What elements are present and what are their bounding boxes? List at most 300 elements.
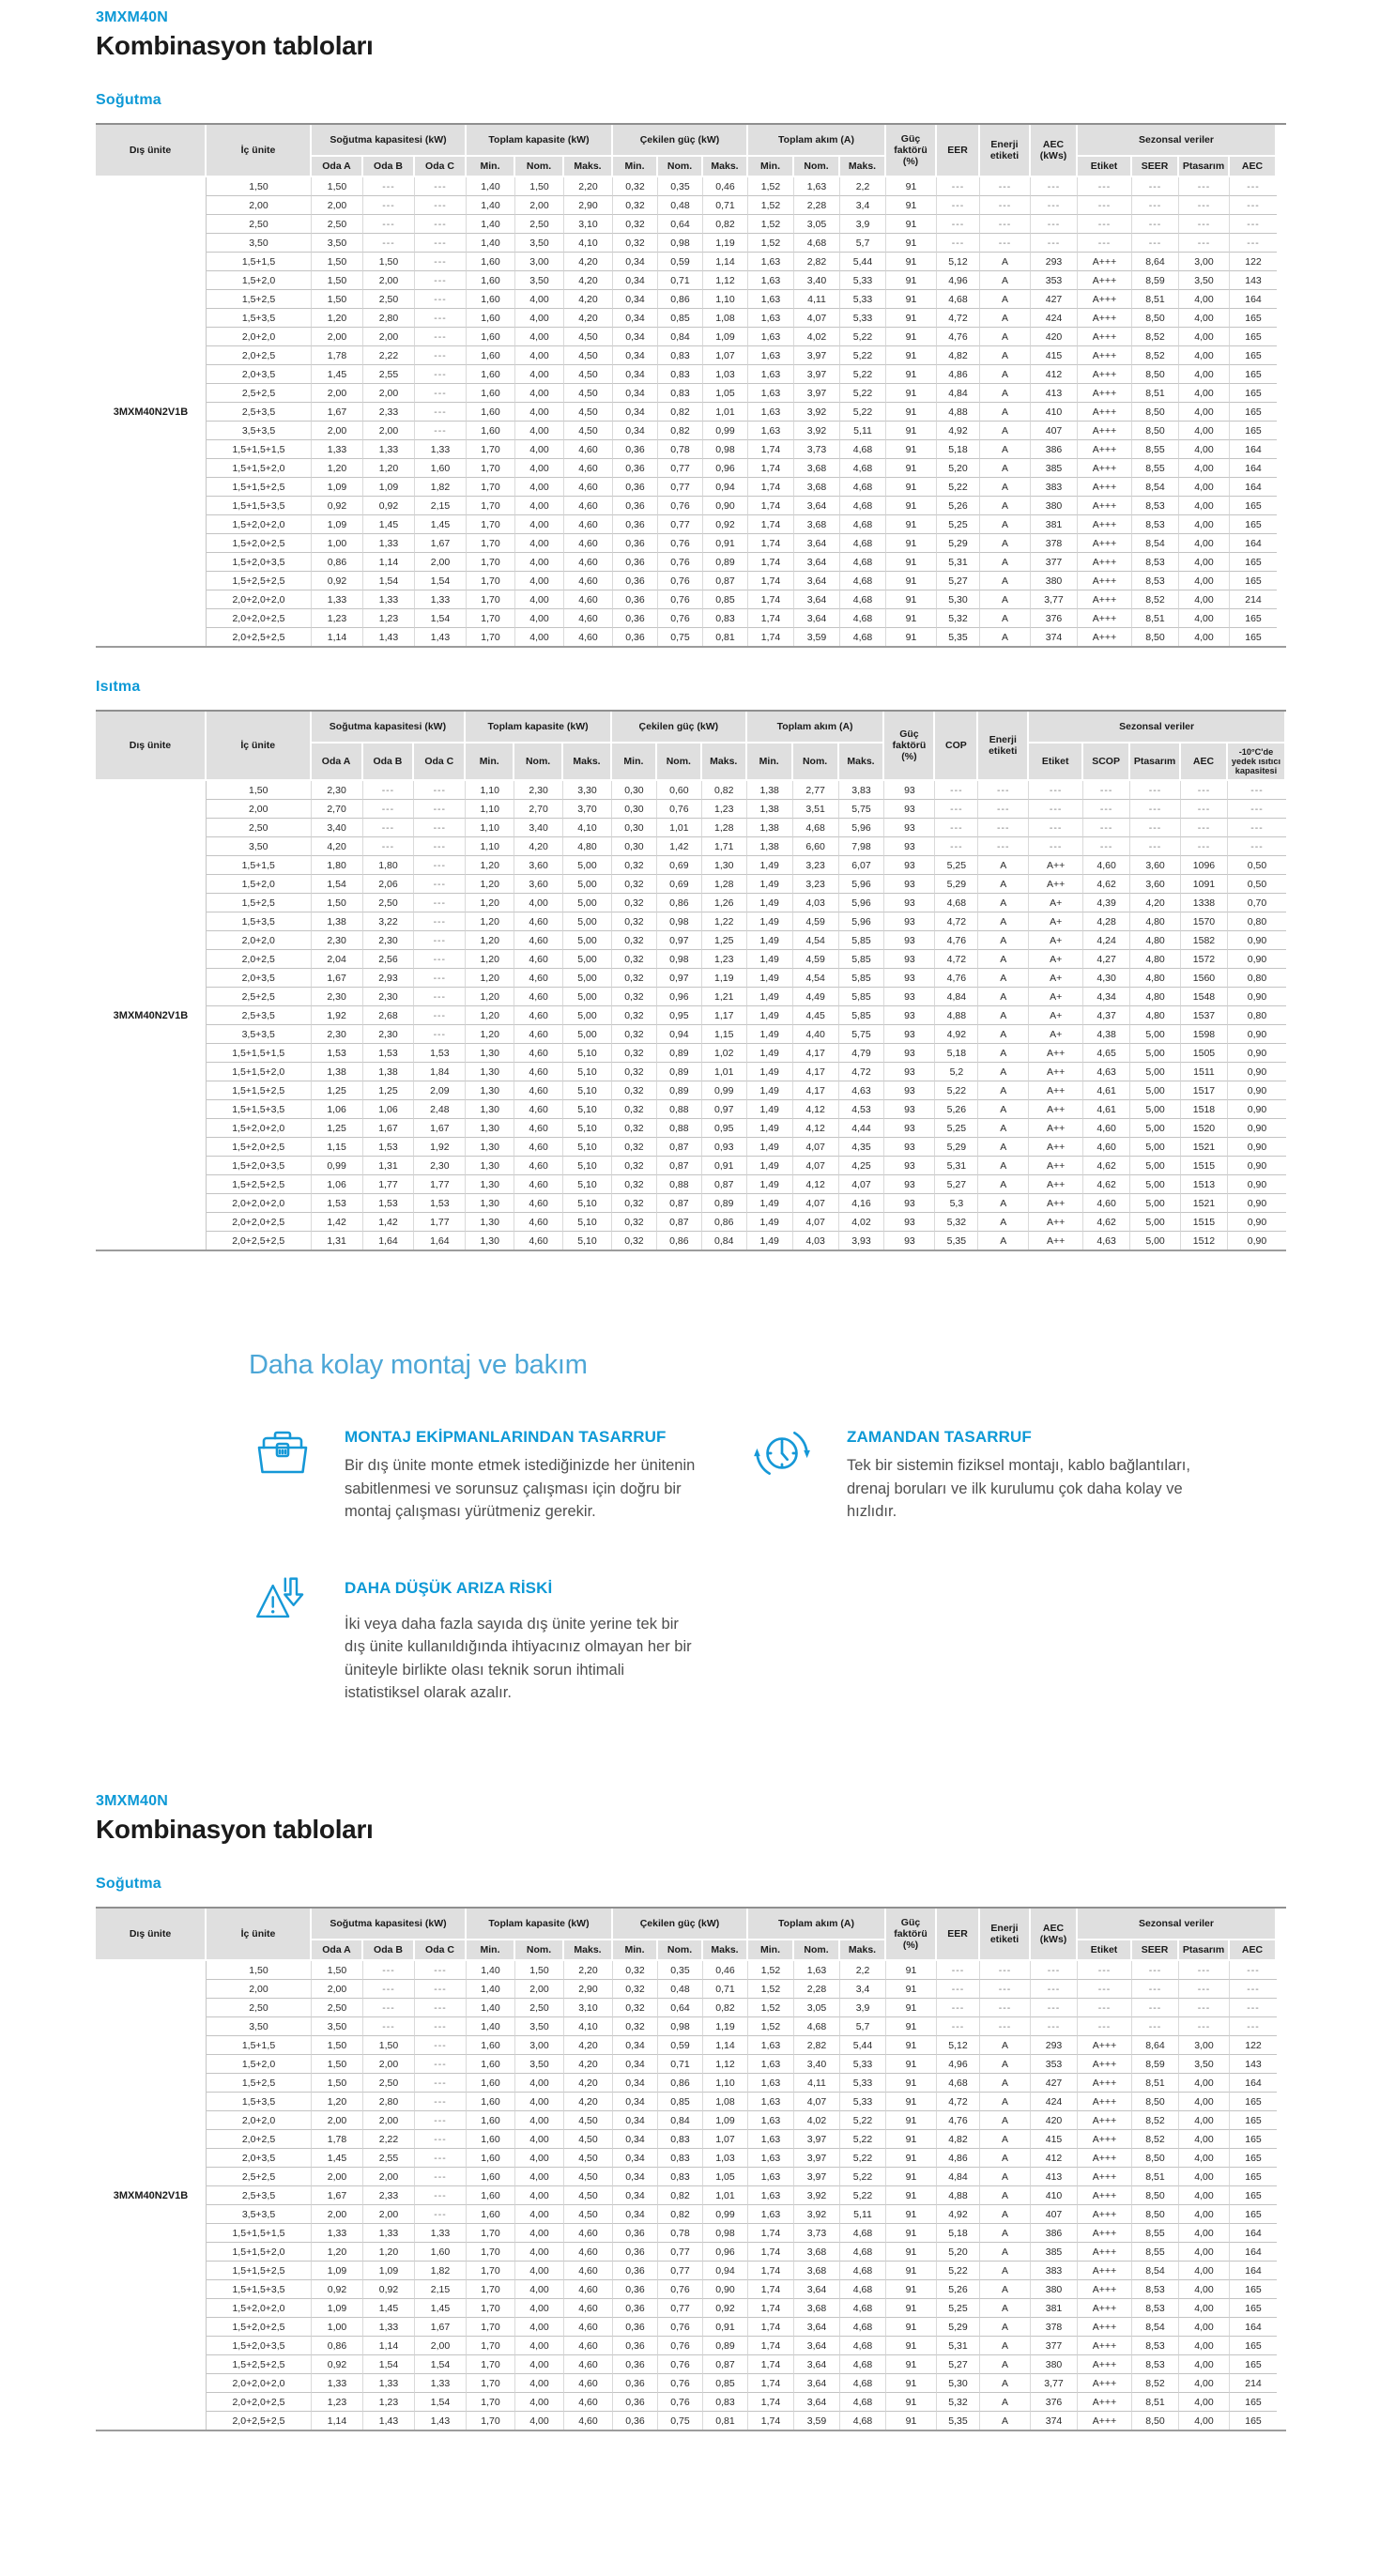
column-header: Çekilen güç (kW) [613, 1909, 748, 1940]
value-cell: 0,32 [613, 215, 658, 234]
value-cell: 3,60 [514, 856, 563, 875]
value-cell: 2,00 [363, 2205, 415, 2224]
value-cell: --- [415, 2036, 467, 2055]
value-cell: 91 [886, 309, 937, 328]
value-cell: A+++ [1078, 2149, 1132, 2168]
value-cell: 91 [886, 459, 937, 478]
value-cell: 1,53 [363, 1044, 415, 1063]
value-cell: A++ [1029, 1213, 1083, 1232]
value-cell: 0,85 [703, 2374, 748, 2393]
value-cell: 0,50 [1228, 875, 1286, 894]
value-cell: 2,09 [414, 1081, 466, 1100]
value-cell: 1,70 [467, 497, 515, 515]
table-row [96, 2393, 1277, 2412]
value-cell: 4,79 [839, 1044, 885, 1063]
column-header: Toplam akım (A) [748, 1909, 886, 1940]
value-cell: 0,34 [613, 422, 658, 440]
value-cell: 1,74 [748, 2243, 794, 2262]
value-cell: 4,00 [515, 2318, 564, 2337]
value-cell: --- [1228, 800, 1286, 819]
value-cell: --- [1083, 837, 1130, 856]
value-cell: 2,30 [363, 1025, 415, 1044]
value-cell: 3,77 [1031, 590, 1078, 609]
value-cell: 5,00 [1130, 1081, 1181, 1100]
indoor-combo-cell: 1,5+1,5+1,5 [207, 2224, 312, 2243]
value-cell: A+++ [1078, 365, 1132, 384]
value-cell: A+++ [1078, 2280, 1132, 2299]
value-cell: --- [415, 422, 467, 440]
value-cell: 5,27 [937, 572, 980, 590]
value-cell: 164 [1230, 2318, 1277, 2337]
value-cell: 5,32 [937, 2393, 980, 2412]
value-cell: 143 [1230, 271, 1277, 290]
value-cell: 2,00 [363, 384, 415, 403]
value-cell: 93 [884, 1194, 935, 1213]
value-cell: A [978, 856, 1029, 875]
value-cell: --- [414, 856, 466, 875]
column-header: İç ünite [207, 125, 312, 177]
value-cell: 5,96 [839, 875, 885, 894]
value-cell: 93 [884, 894, 935, 912]
value-cell: 3,92 [794, 2205, 840, 2224]
value-cell: 1,28 [702, 875, 747, 894]
value-cell: A+++ [1078, 422, 1132, 440]
value-cell: A [980, 2205, 1031, 2224]
value-cell: --- [415, 234, 467, 253]
value-cell: --- [1029, 819, 1083, 837]
value-cell: 2,30 [414, 1157, 466, 1175]
value-cell: A [980, 328, 1031, 346]
value-cell: --- [415, 271, 467, 290]
value-cell: 4,68 [840, 2393, 886, 2412]
value-cell: 3,40 [794, 271, 840, 290]
value-cell: 3,77 [1031, 2374, 1078, 2393]
value-cell: 0,36 [613, 2280, 658, 2299]
value-cell: 386 [1031, 440, 1078, 459]
feature-ariza [249, 1573, 751, 1704]
feature-text [345, 1422, 698, 1523]
value-cell: 1,54 [363, 2355, 415, 2374]
value-cell: 4,60 [514, 912, 563, 931]
value-cell: 410 [1031, 2186, 1078, 2205]
value-cell: 1,82 [415, 2262, 467, 2280]
value-cell: 165 [1230, 609, 1277, 628]
value-cell: 420 [1031, 2111, 1078, 2130]
value-cell: 4,68 [840, 2280, 886, 2299]
value-cell: 5,12 [937, 253, 980, 271]
value-cell: 5,10 [563, 1157, 612, 1175]
value-cell: 5,10 [563, 1232, 612, 1250]
value-cell: --- [1230, 1980, 1277, 1999]
column-header: AEC [1181, 744, 1228, 781]
value-cell: 1,50 [312, 253, 363, 271]
value-cell: 5,96 [839, 912, 885, 931]
value-cell: 5,32 [937, 609, 980, 628]
value-cell: 2,15 [415, 497, 467, 515]
value-cell: 4,60 [514, 1081, 563, 1100]
clock-icon [751, 1422, 822, 1489]
value-cell: A [980, 2224, 1031, 2243]
value-cell: 2,00 [312, 2168, 363, 2186]
value-cell: 0,90 [1228, 1119, 1286, 1138]
value-cell: A++ [1029, 875, 1083, 894]
value-cell: 0,36 [613, 2318, 658, 2337]
value-cell: 1,14 [363, 553, 415, 572]
value-cell: A+++ [1078, 2074, 1132, 2093]
indoor-combo-cell: 2,0+2,0+2,0 [207, 2374, 312, 2393]
value-cell: --- [363, 800, 415, 819]
heating-section-label: Isıtma [96, 679, 141, 696]
value-cell: 0,36 [613, 572, 658, 590]
value-cell: 4,39 [1083, 894, 1130, 912]
value-cell: 4,68 [840, 2299, 886, 2318]
value-cell: 2,30 [312, 781, 363, 800]
column-header: Soğutma kapasitesi (kW) [312, 1909, 467, 1940]
value-cell: 1,25 [363, 1081, 415, 1100]
value-cell: --- [1230, 196, 1277, 215]
value-cell: 2,30 [363, 988, 415, 1006]
value-cell: 0,71 [703, 196, 748, 215]
value-cell: 1,20 [466, 950, 514, 969]
value-cell: --- [1132, 177, 1179, 196]
value-cell: 1,49 [747, 1119, 793, 1138]
value-cell: 3,92 [794, 422, 840, 440]
value-cell: 407 [1031, 2205, 1078, 2224]
value-cell: 0,36 [613, 2337, 658, 2355]
value-cell: 91 [886, 2168, 937, 2186]
value-cell: 1,52 [748, 1961, 794, 1980]
value-cell: 1,20 [363, 2243, 415, 2262]
value-cell: --- [1083, 781, 1130, 800]
column-header: Nom. [657, 744, 702, 781]
value-cell: 4,12 [793, 1100, 839, 1119]
cooling-section-label: Soğutma [96, 1876, 161, 1893]
value-cell: 1,03 [703, 2149, 748, 2168]
features-section [96, 1350, 1286, 1704]
value-cell: 0,85 [658, 309, 703, 328]
value-cell: 2,48 [414, 1100, 466, 1119]
value-cell: A+++ [1078, 590, 1132, 609]
value-cell: A [980, 2130, 1031, 2149]
value-cell: 8,55 [1132, 2224, 1179, 2243]
value-cell: 4,17 [793, 1044, 839, 1063]
value-cell: 4,00 [515, 309, 564, 328]
value-cell: A [980, 2168, 1031, 2186]
page-title: Kombinasyon tabloları [96, 1815, 374, 1845]
table-row [96, 253, 1277, 271]
table-row [96, 572, 1277, 590]
value-cell: 0,93 [702, 1138, 747, 1157]
value-cell: 0,36 [613, 628, 658, 646]
value-cell: 4,07 [794, 2093, 840, 2111]
value-cell: 0,32 [612, 1100, 657, 1119]
value-cell: 0,77 [658, 515, 703, 534]
value-cell: 4,60 [564, 572, 613, 590]
value-cell: 1,49 [747, 894, 793, 912]
indoor-combo-cell: 1,5+1,5+2,5 [207, 478, 312, 497]
value-cell: 4,68 [794, 2017, 840, 2036]
value-cell: 4,60 [564, 497, 613, 515]
value-cell: 1,20 [466, 1006, 514, 1025]
value-cell: --- [415, 1980, 467, 1999]
value-cell: 0,90 [1228, 1194, 1286, 1213]
value-cell: 0,32 [612, 1194, 657, 1213]
value-cell: 3,9 [840, 1999, 886, 2017]
value-cell: 4,00 [1179, 346, 1230, 365]
value-cell: 0,86 [658, 290, 703, 309]
value-cell: 1,07 [703, 2130, 748, 2149]
value-cell: 93 [884, 1119, 935, 1138]
value-cell: 2,70 [312, 800, 363, 819]
column-header: Oda B [363, 157, 415, 177]
value-cell: 0,98 [657, 950, 702, 969]
value-cell: 8,53 [1132, 497, 1179, 515]
value-cell: 0,32 [612, 988, 657, 1006]
value-cell: 4,00 [515, 2130, 564, 2149]
value-cell: 1,45 [363, 515, 415, 534]
value-cell: 4,60 [514, 1194, 563, 1213]
value-cell: --- [414, 1025, 466, 1044]
value-cell: --- [1078, 1961, 1132, 1980]
value-cell: 4,10 [563, 819, 612, 837]
value-cell: A+++ [1078, 628, 1132, 646]
value-cell: 0,71 [658, 2055, 703, 2074]
value-cell: 0,34 [613, 290, 658, 309]
value-cell: 0,30 [612, 800, 657, 819]
value-cell: 3,97 [794, 2130, 840, 2149]
value-cell: 4,68 [840, 590, 886, 609]
value-cell: 3,59 [794, 628, 840, 646]
value-cell: 91 [886, 290, 937, 309]
value-cell: 1,06 [312, 1100, 363, 1119]
value-cell: 1,70 [467, 478, 515, 497]
value-cell: A+++ [1078, 2262, 1132, 2280]
value-cell: 427 [1031, 290, 1078, 309]
value-cell: 0,78 [658, 2224, 703, 2243]
value-cell: 1,63 [748, 309, 794, 328]
value-cell: --- [1031, 2017, 1078, 2036]
value-cell: 1,74 [748, 2337, 794, 2355]
table-row [96, 215, 1277, 234]
value-cell: 0,76 [658, 2355, 703, 2374]
value-cell: --- [363, 1961, 415, 1980]
value-cell: A [980, 253, 1031, 271]
value-cell: 2,2 [840, 177, 886, 196]
value-cell: 5,10 [563, 1213, 612, 1232]
value-cell: 0,90 [1228, 1157, 1286, 1175]
value-cell: 4,60 [564, 2374, 613, 2393]
value-cell: 165 [1230, 2299, 1277, 2318]
value-cell: 5,22 [840, 384, 886, 403]
value-cell: 1,50 [312, 177, 363, 196]
value-cell: 5,33 [840, 309, 886, 328]
value-cell: 4,62 [1083, 875, 1130, 894]
value-cell: 0,82 [658, 2205, 703, 2224]
value-cell: 1,50 [363, 2036, 415, 2055]
table-row [96, 1213, 1286, 1232]
value-cell: 1,63 [748, 346, 794, 365]
value-cell: 91 [886, 2017, 937, 2036]
value-cell: 4,00 [1179, 609, 1230, 628]
value-cell: --- [414, 912, 466, 931]
value-cell: 0,34 [613, 2093, 658, 2111]
value-cell: 1,53 [363, 1138, 415, 1157]
value-cell: A+++ [1078, 459, 1132, 478]
value-cell: 0,32 [612, 1138, 657, 1157]
value-cell: 1,28 [702, 819, 747, 837]
value-cell: 1,74 [748, 440, 794, 459]
value-cell: 4,60 [1083, 1194, 1130, 1213]
value-cell: --- [935, 837, 978, 856]
value-cell: 1,74 [748, 534, 794, 553]
value-cell: 1,60 [467, 2186, 515, 2205]
value-cell: 5,10 [563, 1100, 612, 1119]
column-header: Nom. [794, 157, 840, 177]
value-cell: 4,60 [564, 515, 613, 534]
value-cell: 5,00 [563, 931, 612, 950]
value-cell: 2,28 [794, 196, 840, 215]
value-cell: 4,00 [515, 422, 564, 440]
value-cell: 2,00 [515, 1980, 564, 1999]
value-cell: 0,92 [363, 497, 415, 515]
value-cell: 1,49 [747, 1025, 793, 1044]
indoor-combo-cell: 2,50 [207, 215, 312, 234]
value-cell: 4,00 [1179, 328, 1230, 346]
value-cell: 214 [1230, 2374, 1277, 2393]
value-cell: 4,60 [514, 969, 563, 988]
value-cell: 165 [1230, 497, 1277, 515]
value-cell: 0,30 [612, 837, 657, 856]
value-cell: 4,68 [840, 2412, 886, 2430]
table-row [96, 459, 1277, 478]
value-cell: 91 [886, 2055, 937, 2074]
value-cell: --- [414, 1006, 466, 1025]
value-cell: 1,53 [414, 1044, 466, 1063]
indoor-combo-cell: 1,5+2,0 [207, 2055, 312, 2074]
value-cell: 4,00 [1179, 2243, 1230, 2262]
value-cell: 5,85 [839, 931, 885, 950]
value-cell: 0,32 [612, 1119, 657, 1138]
value-cell: 0,94 [657, 1025, 702, 1044]
value-cell: 93 [884, 800, 935, 819]
value-cell: 353 [1031, 271, 1078, 290]
value-cell: --- [363, 1999, 415, 2017]
value-cell: --- [415, 2055, 467, 2074]
value-cell: 1,67 [312, 403, 363, 422]
value-cell: 0,90 [1228, 950, 1286, 969]
value-cell: 5,00 [1130, 1175, 1181, 1194]
value-cell: 1,12 [703, 271, 748, 290]
value-cell: 4,00 [515, 346, 564, 365]
value-cell: 413 [1031, 2168, 1078, 2186]
column-header: Sezonsal veriler [1029, 712, 1286, 744]
value-cell: 165 [1230, 553, 1277, 572]
value-cell: 93 [884, 1063, 935, 1081]
value-cell: 1,23 [363, 609, 415, 628]
value-cell: 1,70 [467, 628, 515, 646]
value-cell: 8,54 [1132, 2262, 1179, 2280]
value-cell: --- [414, 988, 466, 1006]
value-cell: 5,00 [563, 1006, 612, 1025]
value-cell: 0,76 [658, 590, 703, 609]
indoor-combo-cell: 3,50 [207, 234, 312, 253]
value-cell: A+++ [1078, 2224, 1132, 2243]
value-cell: 4,49 [793, 988, 839, 1006]
value-cell: 3,68 [794, 2299, 840, 2318]
value-cell: 0,92 [363, 2280, 415, 2299]
value-cell: 91 [886, 2355, 937, 2374]
value-cell: 165 [1230, 2355, 1277, 2374]
value-cell: 5,00 [563, 856, 612, 875]
value-cell: 1,40 [467, 1961, 515, 1980]
value-cell: --- [980, 1999, 1031, 2017]
value-cell: 0,76 [658, 2280, 703, 2299]
value-cell: 1,43 [363, 2412, 415, 2430]
value-cell: --- [1132, 215, 1179, 234]
value-cell: 1,60 [467, 403, 515, 422]
value-cell: 1521 [1181, 1138, 1228, 1157]
column-header: Çekilen güç (kW) [613, 125, 748, 157]
value-cell: 1598 [1181, 1025, 1228, 1044]
value-cell: 0,92 [703, 2299, 748, 2318]
value-cell: 93 [884, 875, 935, 894]
value-cell: 4,00 [1179, 2168, 1230, 2186]
value-cell: 1,14 [703, 2036, 748, 2055]
value-cell: 1,60 [467, 328, 515, 346]
column-header: Etiket [1078, 1940, 1132, 1961]
value-cell: 0,86 [702, 1213, 747, 1232]
value-cell: 8,53 [1132, 572, 1179, 590]
value-cell: --- [1181, 781, 1228, 800]
value-cell: --- [980, 1980, 1031, 1999]
table-row [96, 1081, 1286, 1100]
value-cell: 0,77 [658, 2262, 703, 2280]
indoor-combo-cell: 3,50 [207, 2017, 312, 2036]
value-cell: A [980, 403, 1031, 422]
value-cell: 1,40 [467, 1980, 515, 1999]
value-cell: 5,26 [937, 2280, 980, 2299]
value-cell: 1,20 [466, 969, 514, 988]
value-cell: 93 [884, 988, 935, 1006]
value-cell: A++ [1029, 1119, 1083, 1138]
model-label: 3MXM40N [96, 1793, 168, 1810]
column-header: Maks. [703, 1940, 748, 1961]
value-cell: 2,00 [312, 422, 363, 440]
value-cell: 5,33 [840, 290, 886, 309]
value-cell: 0,83 [703, 609, 748, 628]
value-cell: 380 [1031, 2355, 1078, 2374]
value-cell: --- [1029, 781, 1083, 800]
column-header: İç ünite [207, 712, 312, 781]
value-cell: 3,50 [515, 271, 564, 290]
value-cell: 0,87 [657, 1194, 702, 1213]
value-cell: 1,50 [312, 1961, 363, 1980]
value-cell: 4,86 [937, 2149, 980, 2168]
value-cell: 91 [886, 628, 937, 646]
value-cell: 1,50 [312, 2055, 363, 2074]
indoor-combo-cell: 2,0+2,0+2,5 [207, 2393, 312, 2412]
value-cell: 1,09 [312, 478, 363, 497]
value-cell: 91 [886, 215, 937, 234]
value-cell: 2,00 [363, 2055, 415, 2074]
value-cell: 4,00 [1179, 459, 1230, 478]
value-cell: 165 [1230, 2412, 1277, 2430]
column-header: Oda B [363, 1940, 415, 1961]
indoor-combo-cell: 1,5+3,5 [207, 912, 312, 931]
model-label: 3MXM40N [96, 9, 168, 25]
value-cell: 1,30 [466, 1232, 514, 1250]
indoor-combo-cell: 1,5+2,0+2,5 [207, 1138, 312, 1157]
